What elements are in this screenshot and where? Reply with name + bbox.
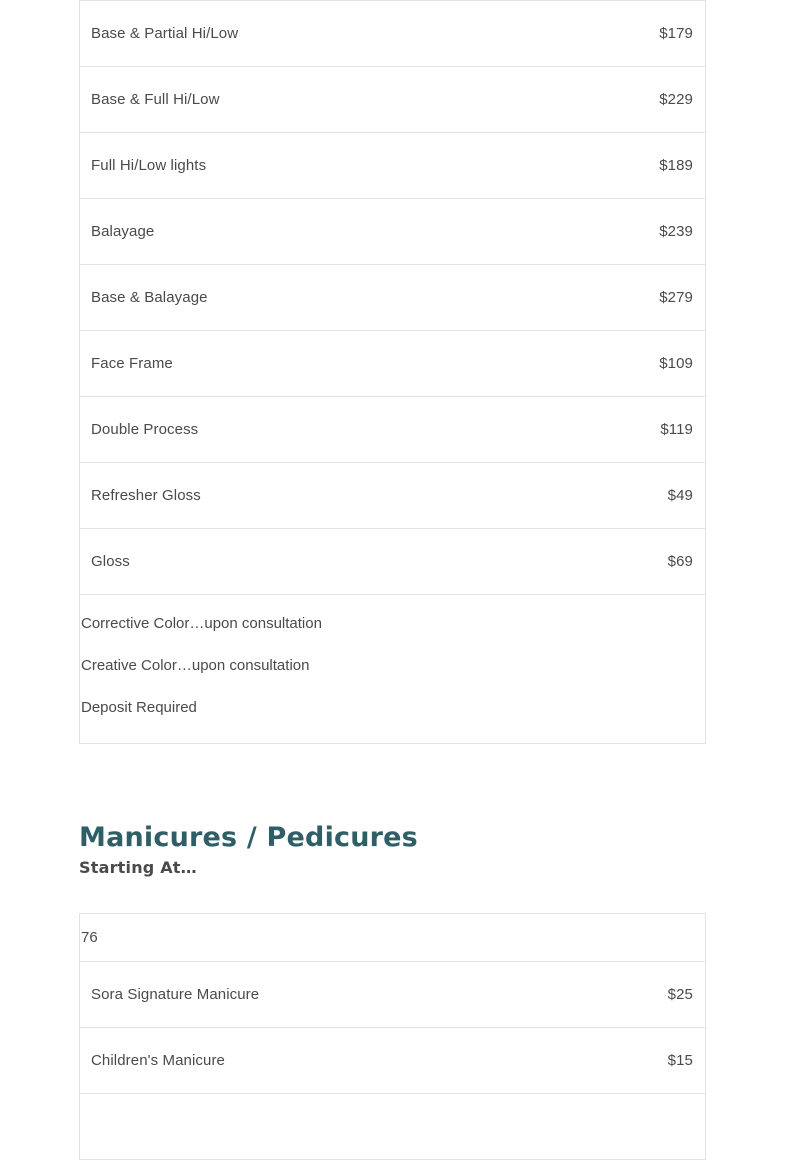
table-row [80, 1, 705, 67]
table-row [80, 199, 705, 265]
service-name: Sora Signature Manicure [91, 986, 260, 1003]
table-row [80, 529, 705, 595]
service-name: Face Frame [91, 355, 173, 372]
table-row [80, 133, 705, 199]
page-title-manicures-pedicures: Manicures / Pedicures [79, 822, 418, 853]
service-price: $229 [659, 91, 693, 108]
service-name: Full Hi/Low lights [91, 157, 207, 174]
color-services-price-table [79, 0, 706, 744]
service-name: Base & Balayage [91, 289, 208, 306]
service-name: Double Process [91, 421, 199, 438]
table-row [80, 962, 705, 1028]
section-subheading: Starting At… [79, 858, 197, 877]
table-row [80, 397, 705, 463]
service-name: Base & Partial Hi/Low [91, 25, 239, 42]
note-line: Deposit Required [81, 699, 197, 716]
service-price: $25 [667, 986, 693, 1003]
service-price: $279 [659, 289, 693, 306]
service-name: Children's Manicure [91, 1052, 225, 1069]
service-price: $69 [667, 553, 693, 570]
service-price: $109 [659, 355, 693, 372]
table-row [80, 1028, 705, 1094]
manicure-services-price-table [79, 913, 706, 1160]
table-row [80, 67, 705, 133]
table-row-label-only: 76 [80, 914, 705, 962]
table-row [80, 331, 705, 397]
service-price: $15 [667, 1052, 693, 1069]
note-line: Corrective Color…upon consultation [81, 615, 322, 632]
service-price: $49 [667, 487, 693, 504]
service-price: $239 [659, 223, 693, 240]
color-table-notes [80, 595, 705, 744]
service-name: Base & Full Hi/Low [91, 91, 220, 108]
table-row [80, 1094, 705, 1160]
service-price: $189 [659, 157, 693, 174]
service-price: $179 [659, 25, 693, 42]
note-line: Creative Color…upon consultation [81, 657, 310, 674]
table-row [80, 265, 705, 331]
service-name: Balayage [91, 223, 155, 240]
table-row [80, 463, 705, 529]
service-name: Refresher Gloss [91, 487, 201, 504]
service-price: $119 [660, 421, 693, 438]
service-name: Gloss [91, 553, 130, 570]
